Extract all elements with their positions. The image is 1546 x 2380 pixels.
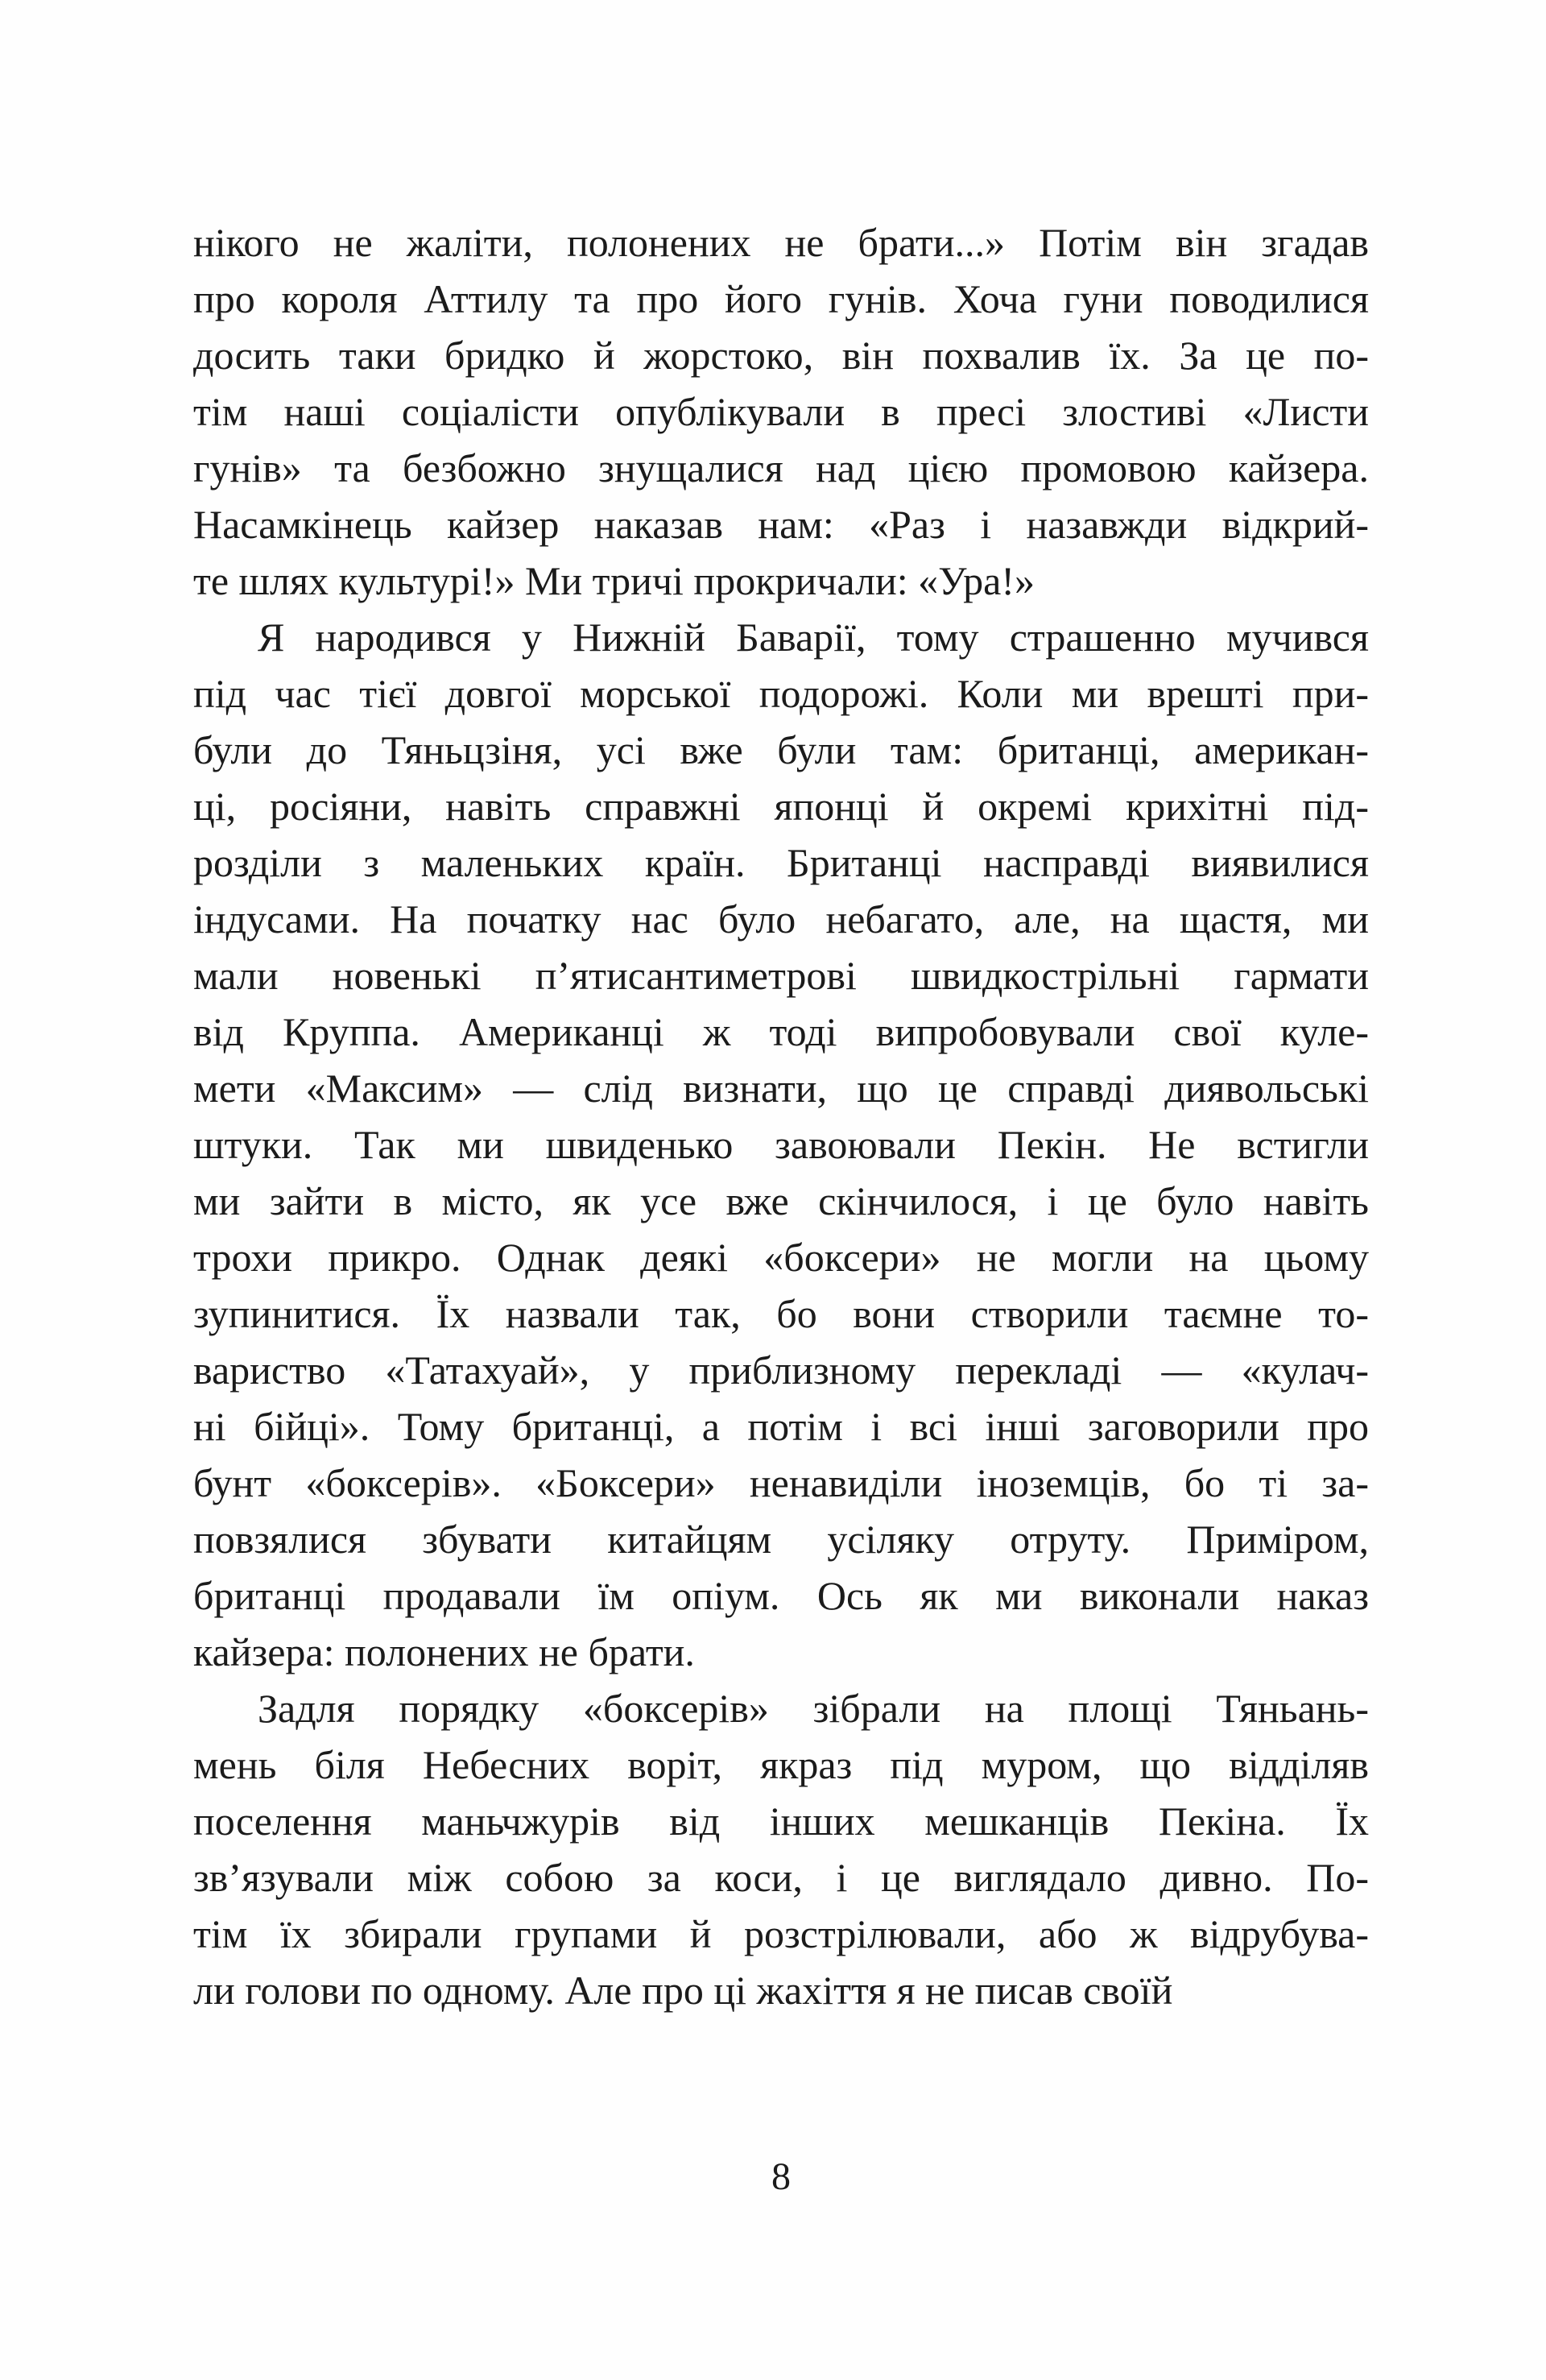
page-number: 8	[771, 2155, 791, 2198]
page-text	[193, 214, 1369, 2018]
text-line: тім їх збирали групами й розстрілювали, або ж відрубува-	[193, 1911, 1369, 1956]
text-line: зупинитися. Їх назвали так, бо вони створили таємне то-	[193, 1291, 1369, 1336]
text-line: те шлях культурі!» Ми тричі прокричали: «Ура!»	[193, 558, 1035, 603]
text-line: бунт «боксерів». «Боксери» ненавиділи іноземців, бо ті за-	[193, 1460, 1369, 1505]
text-line: від Круппа. Американці ж тоді випробовували свої куле-	[193, 1009, 1369, 1054]
text-line: повзялися збувати китайцям усіляку отруту. Приміром,	[193, 1517, 1369, 1562]
text-line: були до Тяньцзіня, усі вже були там: британці, американ-	[193, 727, 1369, 772]
text-line: поселення маньчжурів від інших мешканців Пекіна. Їх	[193, 1798, 1369, 1844]
text-line: нікого не жаліти, полонених не брати...» Потім він згадав	[193, 220, 1369, 265]
text-line: вариство «Татахуай», у приблизному перекладі — «кулач-	[193, 1347, 1369, 1393]
text-line: ні бійці». Тому британці, а потім і всі інші заговорили про	[193, 1404, 1369, 1449]
text-line: Насамкінець кайзер наказав нам: «Раз і назавжди відкрий-	[193, 502, 1369, 547]
text-line: про короля Аттилу та про його гунів. Хоча гуни поводилися	[193, 276, 1369, 321]
text-line: кайзера: полонених не брати.	[193, 1629, 695, 1674]
text-line: штуки. Так ми швиденько завоювали Пекін. Не встигли	[193, 1122, 1369, 1167]
text-line: тім наші соціалісти опублікували в пресі злостиві «Листи	[193, 389, 1369, 434]
text-line: Задля порядку «боксерів» зібрали на площі Тяньань-	[258, 1686, 1369, 1731]
text-line: британці продавали їм опіум. Ось як ми виконали наказ	[193, 1573, 1369, 1618]
text-line: гунів» та безбожно знущалися над цією промовою кайзера.	[193, 445, 1369, 490]
text-line: Я народився у Нижній Баварії, тому страшенно мучився	[258, 615, 1369, 660]
text-line: мети «Максим» — слід визнати, що це справді диявольські	[193, 1066, 1369, 1111]
text-line: під час тієї довгої морської подорожі. Коли ми врешті при-	[193, 671, 1369, 716]
text-line: індусами. На початку нас було небагато, але, на щастя, ми	[193, 896, 1369, 942]
text-line: мень біля Небесних воріт, якраз під муром, що відділяв	[193, 1742, 1369, 1787]
text-line: ми зайти в місто, як усе вже скінчилося, і це було навіть	[193, 1178, 1369, 1223]
text-line: трохи прикро. Однак деякі «боксери» не могли на цьому	[193, 1235, 1369, 1280]
text-line: ли голови по одному. Але про ці жахіття я не писав своїй	[193, 1968, 1173, 2013]
text-line: мали новенькі п’ятисантиметрові швидкострільні гармати	[193, 953, 1369, 998]
text-line: розділи з маленьких країн. Британці насправді виявилися	[193, 840, 1369, 885]
text-line: зв’язували між собою за коси, і це виглядало дивно. По-	[193, 1855, 1369, 1900]
text-line: досить таки бридко й жорстоко, він похвалив їх. За це по-	[193, 333, 1369, 378]
text-line: ці, росіяни, навіть справжні японці й окремі крихітні під-	[193, 784, 1369, 829]
